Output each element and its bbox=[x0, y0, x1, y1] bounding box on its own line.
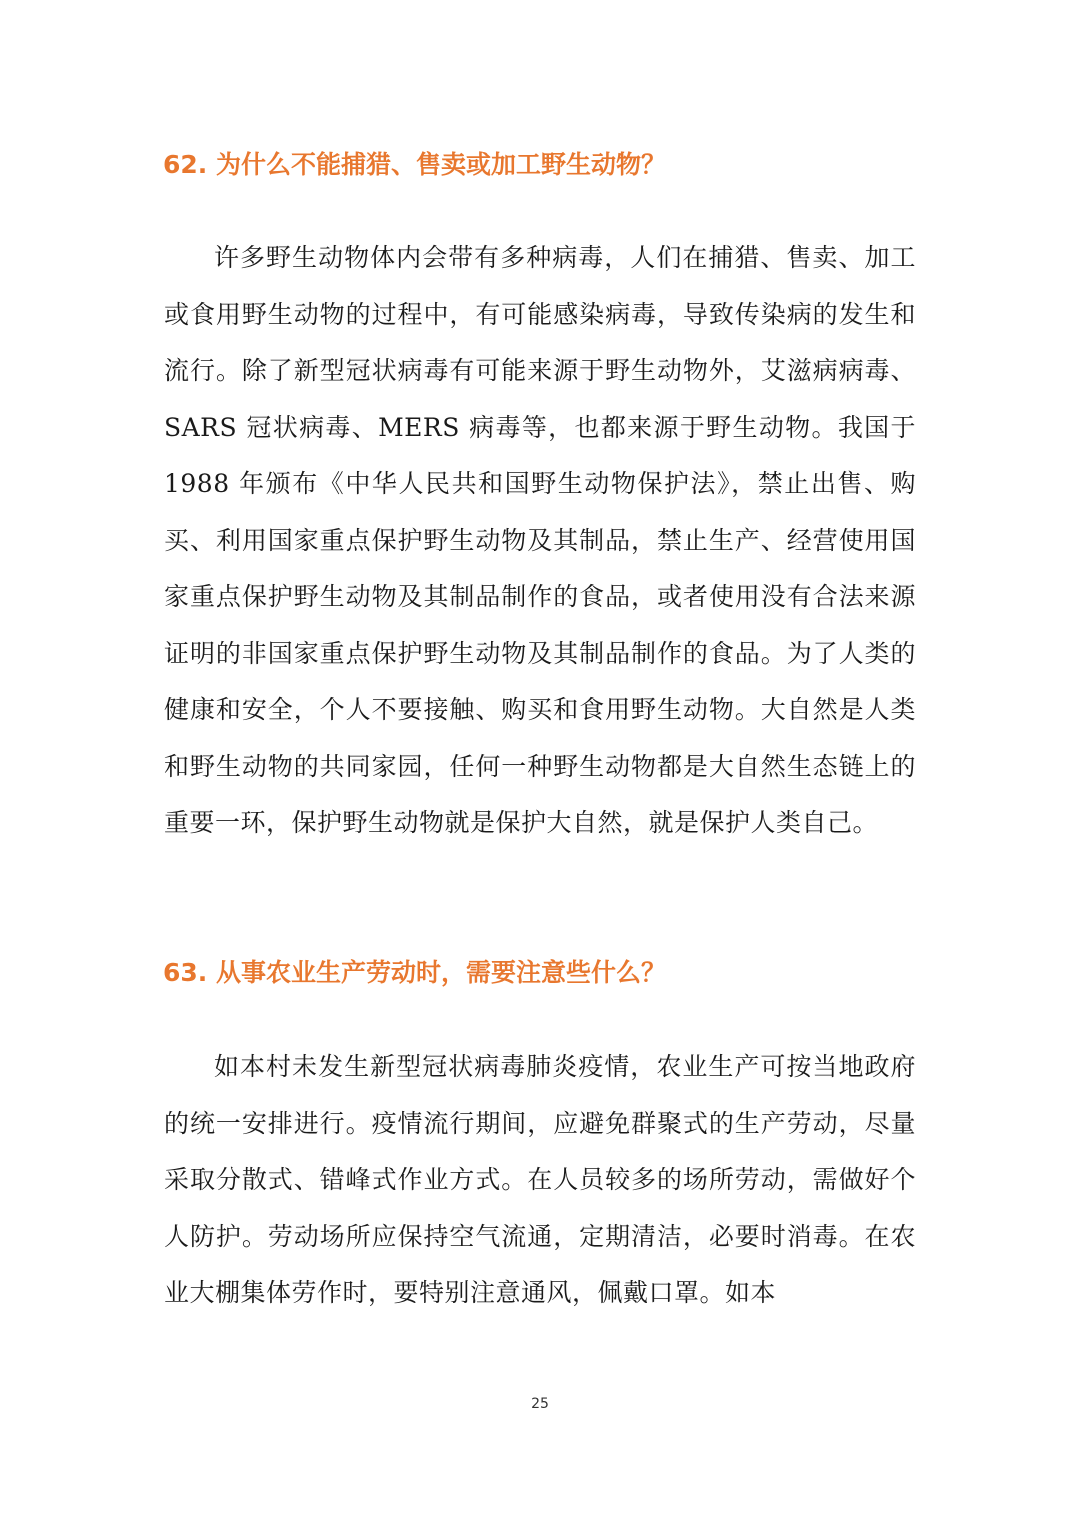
section-heading-62: 62. 为什么不能捕猎、售卖或加工野生动物？ bbox=[163, 150, 666, 179]
section-body-63: 如本村未发生新型冠状病毒肺炎疫情，农业生产可按当地政府的统一安排进行。疫情流行期间，应避免群聚式的生产劳动，尽量采取分散式、错峰式作业方式。在人员较多的场所劳动，需做好个人防护。劳动场所应保持空气流通，定期清洁，必要时消毒。在农业大棚集体劳作时，要特别注意通风，佩戴口罩。如本 bbox=[164, 1052, 916, 1307]
section-body-62: 许多野生动物体内会带有多种病毒，人们在捕猎、售卖、加工或食用野生动物的过程中，有可能感染病毒，导致传染病的发生和流行。除了新型冠状病毒有可能来源于野生动物外，艾滋病病毒、SARS 冠状病毒、MERS 病毒等，也都来源于野生动物。我国于 1988 年颁布《中华人民共和国野生动物保护法》，禁止出售、购买、利用国家重点保护野生动物及其制品，禁止生产、经营使用国家重点保护野生动物及其制品制作的食品，或者使用没有合法来源证明的非国家重点保护野生动物及其制品制作的食品。为了人类的健康和安全，个人不要接触、购买和食用野生动物。大自然是人类和野生动物的共同家园，任何一种野生动物都是大自然生态链上的重要一环，保护野生动物就是保护大自然，就是保护人类自己。 bbox=[164, 243, 916, 837]
page-number: 25 bbox=[531, 1396, 549, 1412]
section-heading-63: 63. 从事农业生产劳动时，需要注意些什么？ bbox=[163, 958, 666, 987]
